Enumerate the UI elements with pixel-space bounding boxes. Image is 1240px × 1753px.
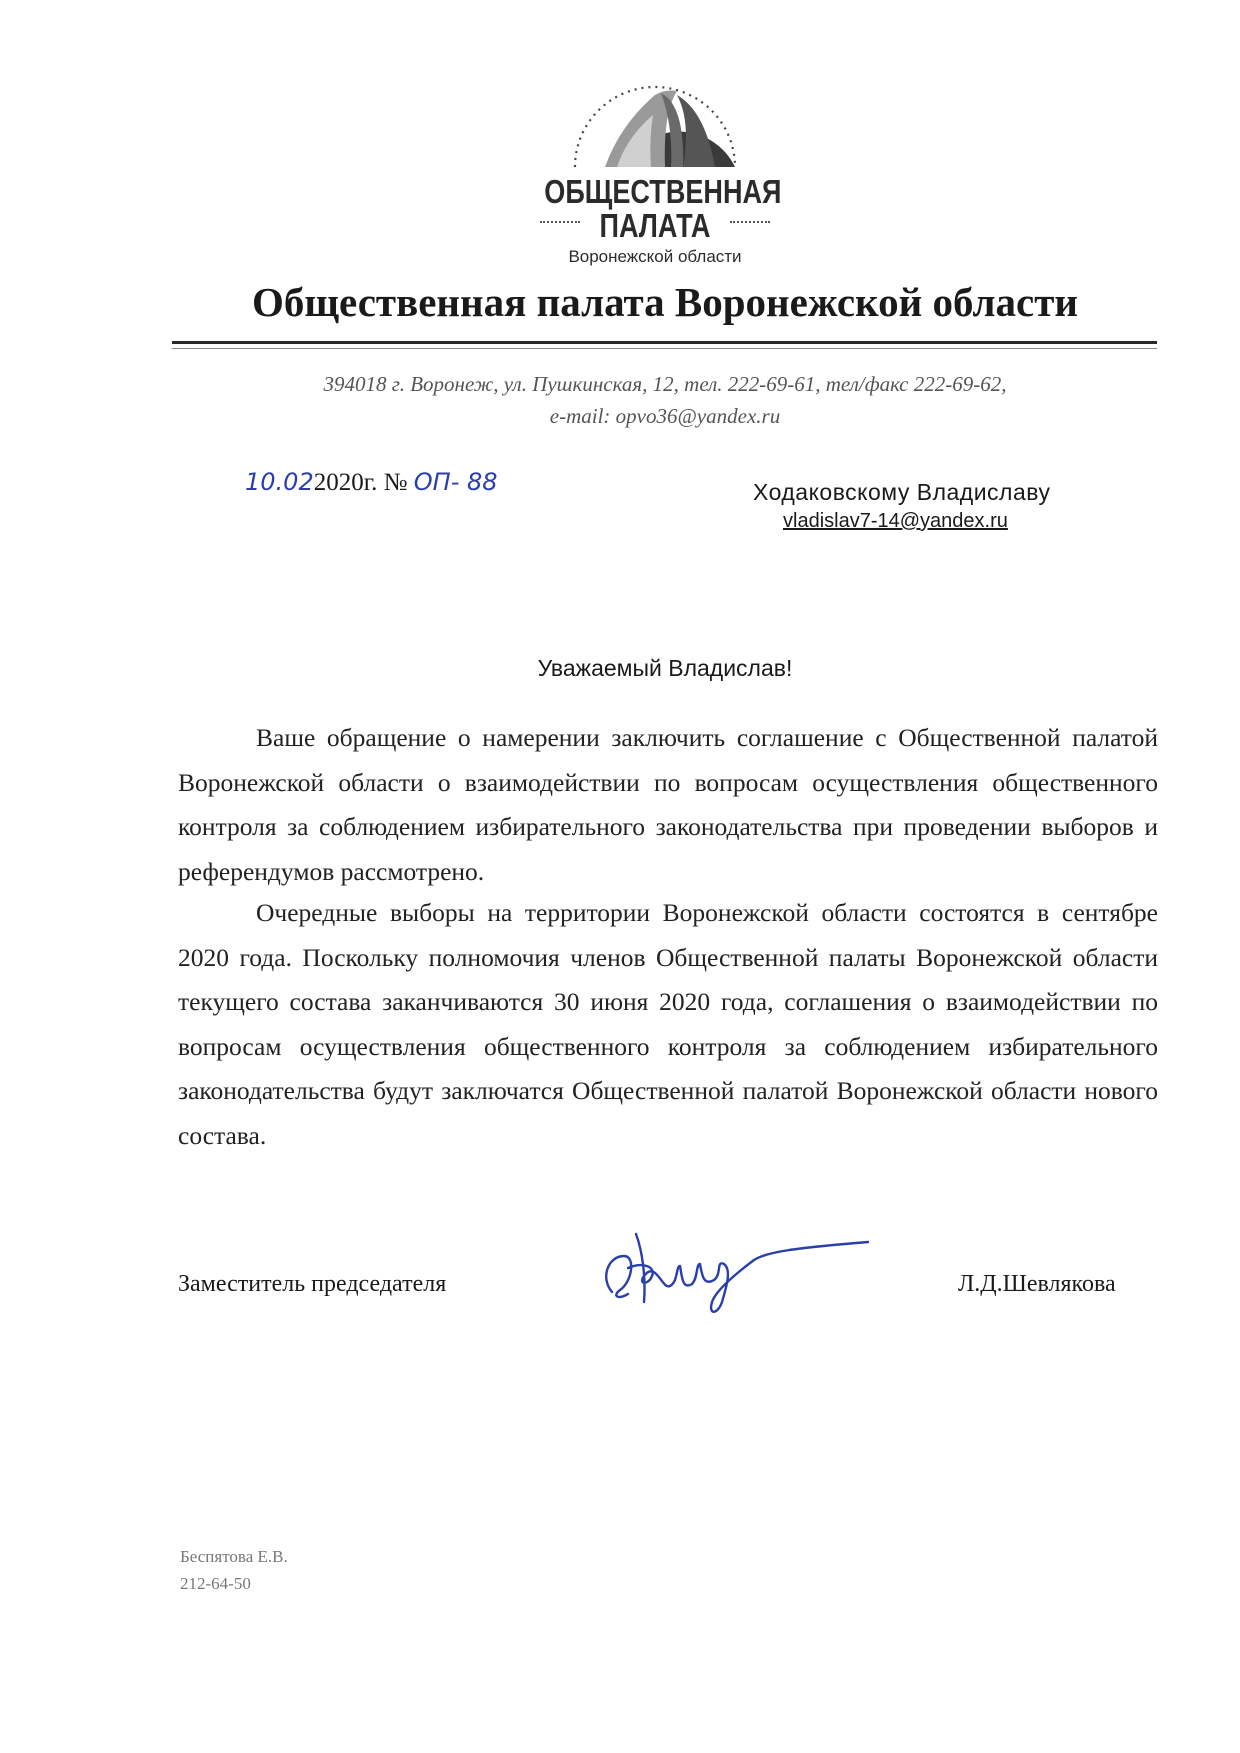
body-paragraph-1: Ваше обращение о намерении заключить соглашение с Общественной палатой Воронежской области о взаимодействии по вопросам осуществления общественного контроля за соблюдением избирательного законодательства при проведении выборов и референдумов рассмотрено. [178,723,1158,886]
logo-dots-right [730,221,770,223]
logo-text-line1: ОБЩЕСТВЕННАЯ [544,173,782,210]
logo-text-line2: ПАЛАТА [599,207,711,244]
signatory-name: Л.Д.Шевлякова [958,1271,1116,1297]
recipient-name: Ходаковскому Владиславу [753,479,1051,505]
logo-text-line3: Воронежской области [568,247,742,266]
organization-title: Общественная палата Воронежской области [252,279,1078,325]
salutation: Уважаемый Владислав! [537,655,793,681]
header-rule-thin [172,348,1157,349]
reference-line [245,468,498,497]
body-paragraph-2: Очередные выборы на территории Воронежской области состоятся в сентябре 2020 года. Поскольку полномочия членов Общественной палаты Воронежской области текущего состава заканчиваются 30 июня 2020 года, соглашения о взаимодействии по вопросам осуществления общественного контроля за соблюдением избирательного законодательства будут заключатся Общественной палатой Воронежской области нового состава. [178,898,1158,1150]
executor-phone: 212-64-50 [180,1574,251,1593]
recipient-email: vladislav7-14@yandex.ru [783,510,1008,532]
address-line: 394018 г. Воронеж, ул. Пушкинская, 12, тел. 222-69-61, тел/факс 222-69-62, [323,372,1007,396]
organization-logo [520,55,790,275]
executor-name: Беспятова Е.В. [180,1547,288,1566]
reference-year: 2020г. № [313,469,408,496]
header-rule [172,341,1157,344]
handwritten-number: ОП- 88 [413,468,498,496]
email-line: e-mail: opvo36@yandex.ru [549,404,781,428]
signatory-role: Заместитель председателя [178,1271,447,1297]
handwritten-date: 10.02 [245,468,314,496]
handwritten-signature [598,1220,888,1320]
dome-emblem-icon [565,55,745,170]
